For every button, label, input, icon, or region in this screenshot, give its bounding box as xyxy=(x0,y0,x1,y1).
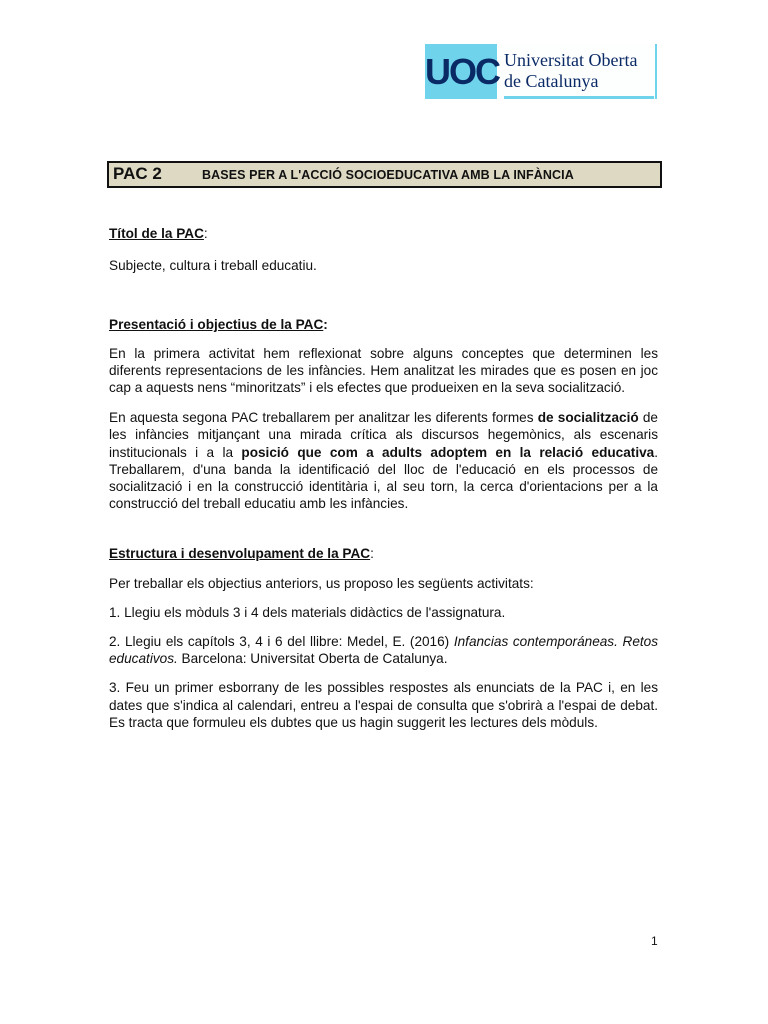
structure-intro: Per treballar els objectius anteriors, us proposo les següents activitats: xyxy=(109,575,534,591)
pac-header-box xyxy=(107,161,662,188)
presentation-paragraph-2: En aquesta segona PAC treballarem per analitzar les diferents formes de socialització de les infàncies mitjançant una mirada crítica als discursos hegemònics, als escenaris institucionals i a la posició que com a adults adoptem en la relació educativa. Treballarem, d'una banda la identificació del lloc de l'educació en els processos de socialització i en la construcció identitària i, al seu torn, la cerca d'orientacions per a la construcció del treball educatiu amb les infàncies. xyxy=(109,410,659,512)
activity-item-3: 3. Feu un primer esborrany de les possibles respostes als enunciats de la PAC i, en les dates que s'indica al calendari, entreu a l'espai de consulta que s'obrirà a l'espai de debat. Es tracta que formuleu els dubtes que us hagin suggerit les lectures dels mòduls. xyxy=(109,680,658,730)
pac-number: PAC 2 xyxy=(113,164,162,183)
activity-item-2: 2. Llegiu els capítols 3, 4 i 6 del llibre: Medel, E. (2016) Infancias contemporáneas. Retos educativos. Barcelona: Universitat Oberta de Catalunya. xyxy=(109,634,659,667)
logo-underline xyxy=(504,96,654,99)
activity-item-1: 1. Llegiu els mòduls 3 i 4 dels materials didàctics de l'assignatura. xyxy=(109,604,506,620)
document-body xyxy=(109,225,658,731)
subject-title: BASES PER A L'ACCIÓ SOCIOEDUCATIVA AMB LA INFÀNCIA xyxy=(202,168,574,182)
uoc-logo xyxy=(425,44,657,99)
presentation-paragraph-1: En la primera activitat hem reflexionat sobre alguns conceptes que determinen les diferents representacions de les infàncies. Hem analitzat les mirades que es posen en joc cap a aquests nens “minoritzats” i els efectes que produeixen en la seva socialització. xyxy=(109,345,658,396)
presentation-heading: Presentació i objectius de la PAC: xyxy=(109,317,328,333)
logo-line-2: de Catalunya xyxy=(504,71,599,91)
uoc-logo-text xyxy=(504,50,654,92)
logo-line-1: Universitat Oberta xyxy=(504,50,638,70)
title-text: Subjecte, cultura i treball educatiu. xyxy=(109,258,317,274)
title-heading: Títol de la PAC: xyxy=(109,226,208,241)
structure-heading: Estructura i desenvolupament de la PAC: xyxy=(109,546,374,562)
page-number: 1 xyxy=(651,934,658,948)
uoc-logo-mark: UOC xyxy=(425,44,497,99)
